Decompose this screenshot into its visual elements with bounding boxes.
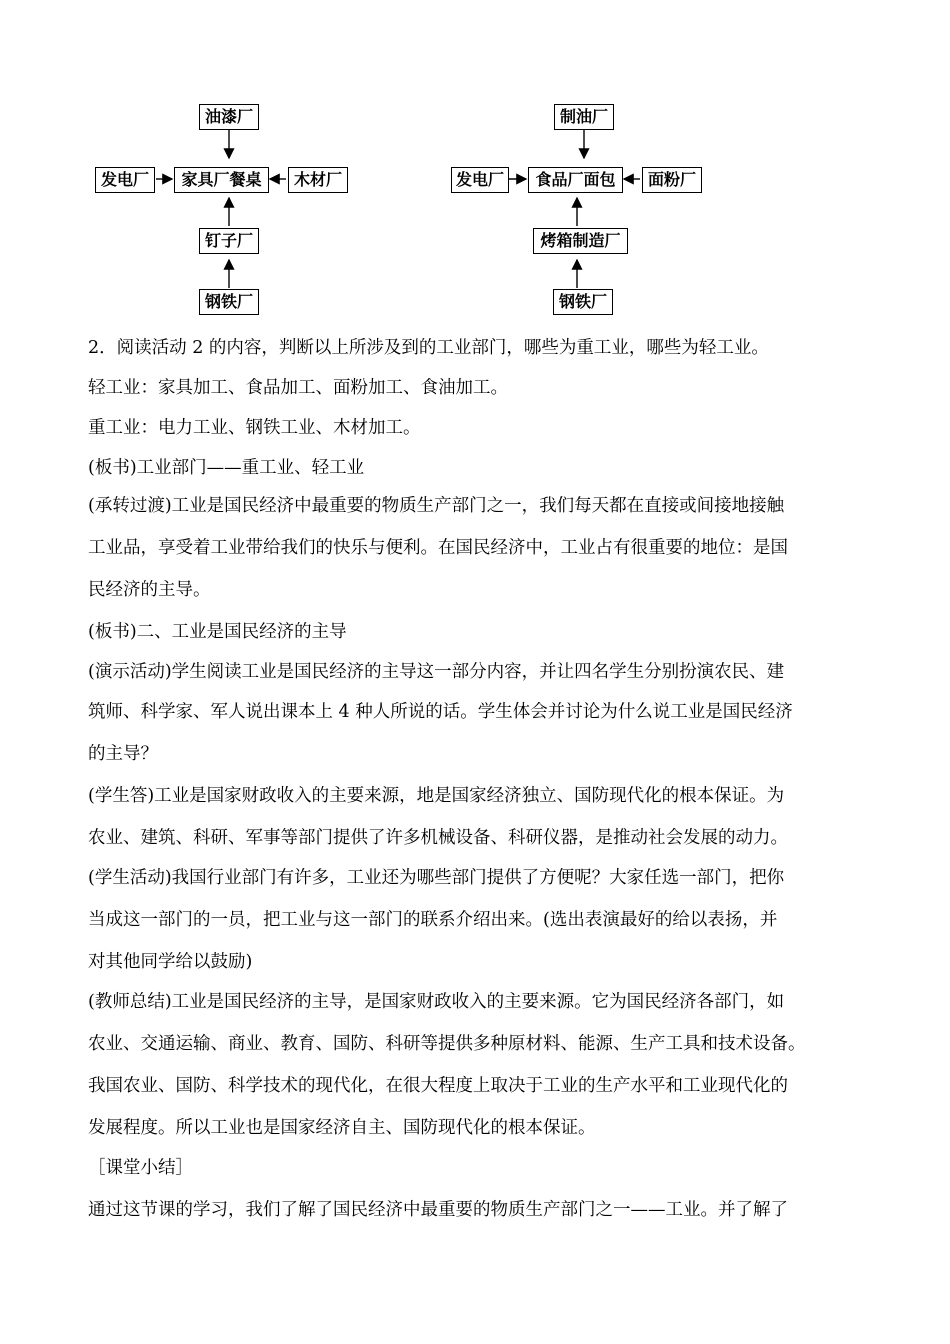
box-steel-factory-left: 钢铁厂: [199, 289, 259, 315]
paragraph-line: 工业品，享受着工业带给我们的快乐与便利。在国民经济中，工业占有很重要的地位：是国: [88, 538, 788, 558]
box-food-factory: 食品厂面包: [528, 167, 623, 193]
box-nail-factory: 钉子厂: [199, 228, 259, 254]
flow-diagrams: [0, 0, 950, 320]
paragraph-line: 发展程度。所以工业也是国家经济自主、国防现代化的根本保证。: [88, 1118, 596, 1138]
box-power-plant-left: 发电厂: [95, 167, 155, 193]
box-furniture-factory: 家具厂餐桌: [174, 167, 269, 193]
box-timber-factory: 木材厂: [288, 167, 348, 193]
box-oil-factory: 制油厂: [554, 104, 614, 130]
paragraph-line: (演示活动)学生阅读工业是国民经济的主导这一部分内容，并让四名学生分别扮演农民、建: [88, 662, 785, 682]
paragraph-line: 轻工业：家具加工、食品加工、面粉加工、食油加工。: [88, 378, 508, 398]
box-flour-factory: 面粉厂: [642, 167, 702, 193]
box-oven-factory: 烤箱制造厂: [533, 228, 628, 254]
paragraph-line: (板书)二、工业是国民经济的主导: [88, 622, 347, 642]
paragraph-line: (承转过渡)工业是国民经济中最重要的物质生产部门之一，我们每天都在直接或间接地接触: [88, 496, 785, 516]
paragraph-line: 农业、交通运输、商业、教育、国防、科研等提供多种原材料、能源、生产工具和技术设备。: [88, 1034, 806, 1054]
box-power-plant-right: 发电厂: [451, 167, 509, 193]
paragraph-line: (教师总结)工业是国民经济的主导，是国家财政收入的主要来源。它为国民经济各部门，如: [88, 992, 785, 1012]
paragraph-line: 我国农业、国防、科学技术的现代化，在很大程度上取决于工业的生产水平和工业现代化的: [88, 1076, 788, 1096]
paragraph-line: 重工业：电力工业、钢铁工业、木材加工。: [88, 418, 421, 438]
paragraph-line: 农业、建筑、科研、军事等部门提供了许多机械设备、科研仪器，是推动社会发展的动力。: [88, 828, 788, 848]
box-steel-factory-right: 钢铁厂: [553, 289, 613, 315]
paragraph-line: 对其他同学给以鼓励): [88, 952, 253, 972]
diagram-arrows: [0, 0, 950, 320]
section-heading: ［课堂小结］: [88, 1158, 193, 1178]
paragraph-line: 筑师、科学家、军人说出课本上 4 种人所说的话。学生体会并讨论为什么说工业是国民经济: [88, 702, 793, 722]
paragraph-line: 当成这一部门的一员，把工业与这一部门的联系介绍出来。(选出表演最好的给以表扬，并: [88, 910, 778, 930]
paragraph-line: (学生答)工业是国家财政收入的主要来源，地是国家经济独立、国防现代化的根本保证。为: [88, 786, 785, 806]
paragraph-line: 的主导？: [88, 744, 158, 764]
paragraph-line: 民经济的主导。: [88, 580, 211, 600]
paragraph-line: 通过这节课的学习，我们了解了国民经济中最重要的物质生产部门之一——工业。并了解了: [88, 1200, 788, 1220]
paragraph-line: 2．阅读活动 2 的内容，判断以上所涉及到的工业部门，哪些为重工业，哪些为轻工业。: [88, 338, 769, 358]
box-paint-factory: 油漆厂: [199, 104, 259, 130]
paragraph-line: (板书)工业部门——重工业、轻工业: [88, 458, 365, 478]
paragraph-line: (学生活动)我国行业部门有许多，工业还为哪些部门提供了方便呢？大家任选一部门，把你: [88, 868, 785, 888]
